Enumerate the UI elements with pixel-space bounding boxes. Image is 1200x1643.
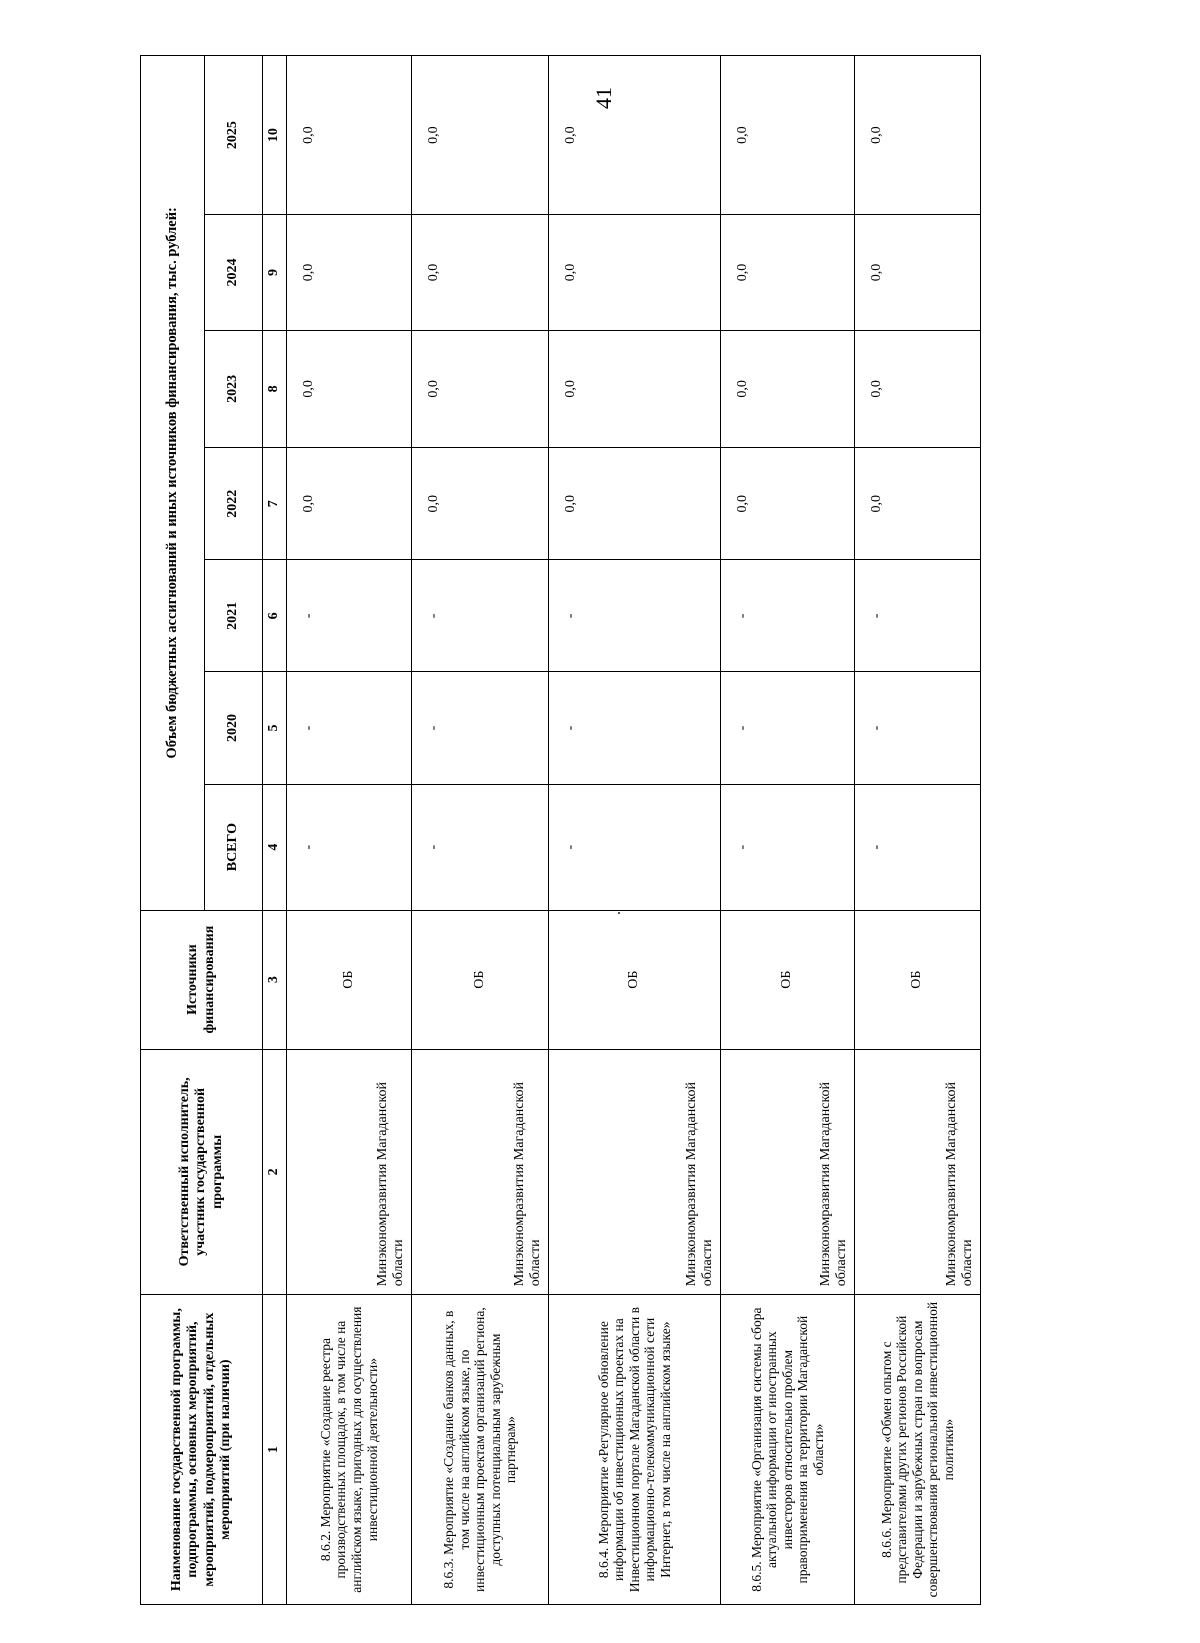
value-2023: 0,0 [855,330,981,448]
value-2022: 0,0 [549,448,721,560]
executor-cell: Минэкономразвития Магаданской области [855,1049,981,1295]
table-row [287,56,412,1605]
executor-cell: Минэкономразвития Магаданской области [412,1049,549,1295]
value-2021: - [721,560,855,672]
column-number: 3 [263,910,287,1049]
header-executor: Ответственный исполнитель, участник государственной программы [141,1049,263,1295]
value-2025: 0,0 [721,56,855,215]
header-name: Наименование государственной программы, подпрограммы, основных мероприятий, мероприятий, подмероприятий, отдельных мероприятий (при наличии) [141,1295,263,1605]
value-2024: 0,0 [721,215,855,330]
page-number: 41 [591,87,616,109]
header-year-2024: 2024 [205,215,263,330]
column-number: 10 [263,56,287,215]
header-year-2025: 2025 [205,56,263,215]
activity-name: 8.6.3. Мероприятие «Создание банков данных, в том числе на английском языке, по инвестиционным проектам организаций региона, доступных потенциальным зарубежным партнерам» [412,1295,549,1605]
header-year-2021: 2021 [205,560,263,672]
value-2021: - [412,560,549,672]
total-cell: - [287,784,412,910]
total-cell: - [721,784,855,910]
table-row [549,56,721,1605]
source-cell: ОБ [412,910,549,1049]
column-number: 9 [263,215,287,330]
value-2020: - [412,672,549,784]
activity-name: 8.6.2. Мероприятие «Создание реестра производственных площадок, в том числе на английском языке, пригодных для осуществления инвестиционной деятельности» [287,1295,412,1605]
value-2020: - [549,672,721,784]
value-2023: 0,0 [549,330,721,448]
header-funding-group: Объем бюджетных ассигнований и иных источников финансирования, тыс. рублей: [141,56,205,911]
header-year-2023: 2023 [205,330,263,448]
column-number: 5 [263,672,287,784]
column-number: 6 [263,560,287,672]
value-2025: 0,0 [412,56,549,215]
source-cell: ОБ [855,910,981,1049]
value-2021: - [549,560,721,672]
activity-name: 8.6.6. Мероприятие «Обмен опытом с представителями других регионов Российской Федерации и зарубежных стран по вопросам совершенствования региональной инвестиционной политики» [855,1295,981,1605]
column-number: 8 [263,330,287,448]
funding-table [140,55,980,1605]
total-cell: - [412,784,549,910]
value-2024: 0,0 [287,215,412,330]
activity-name: 8.6.5. Мероприятие «Организация системы сбора актуальной информации от иностранных инвесторов относительно проблем правоприменения на территории Магаданской области» [721,1295,855,1605]
value-2020: - [287,672,412,784]
value-2025: 0,0 [549,56,721,215]
value-2021: - [287,560,412,672]
value-2023: 0,0 [287,330,412,448]
header-year-2020: 2020 [205,672,263,784]
value-2022: 0,0 [412,448,549,560]
value-2020: - [855,672,981,784]
value-2024: 0,0 [549,215,721,330]
column-number: 2 [263,1049,287,1295]
value-2024: 0,0 [412,215,549,330]
executor-cell: Минэкономразвития Магаданской области [721,1049,855,1295]
header-year-2022: 2022 [205,448,263,560]
value-2023: 0,0 [412,330,549,448]
column-number: 1 [263,1295,287,1605]
value-2025: 0,0 [855,56,981,215]
source-cell: ОБ [721,910,855,1049]
value-2022: 0,0 [287,448,412,560]
value-2022: 0,0 [855,448,981,560]
activity-name: 8.6.4. Мероприятие «Регулярное обновление информации об инвестиционных проектах на Инвестиционном портале Магаданской области в информационно-телекоммуникационной сети Интернет, в том числе на английском языке» [549,1295,721,1605]
total-cell: - [855,784,981,910]
header-total: ВСЕГО [205,784,263,910]
executor-cell: Минэкономразвития Магаданской области [287,1049,412,1295]
value-2024: 0,0 [855,215,981,330]
value-2020: - [721,672,855,784]
table-row [721,56,855,1605]
value-2025: 0,0 [287,56,412,215]
total-cell: - [549,784,721,910]
value-2023: 0,0 [721,330,855,448]
column-number: 7 [263,448,287,560]
value-2021: - [855,560,981,672]
table-row [412,56,549,1605]
value-2022: 0,0 [721,448,855,560]
header-source: Источники финансирования [141,910,263,1049]
source-cell: ОБ [549,910,721,1049]
source-cell: ОБ [287,910,412,1049]
column-number: 4 [263,784,287,910]
executor-cell: Минэкономразвития Магаданской области [549,1049,721,1295]
table-row [855,56,981,1605]
